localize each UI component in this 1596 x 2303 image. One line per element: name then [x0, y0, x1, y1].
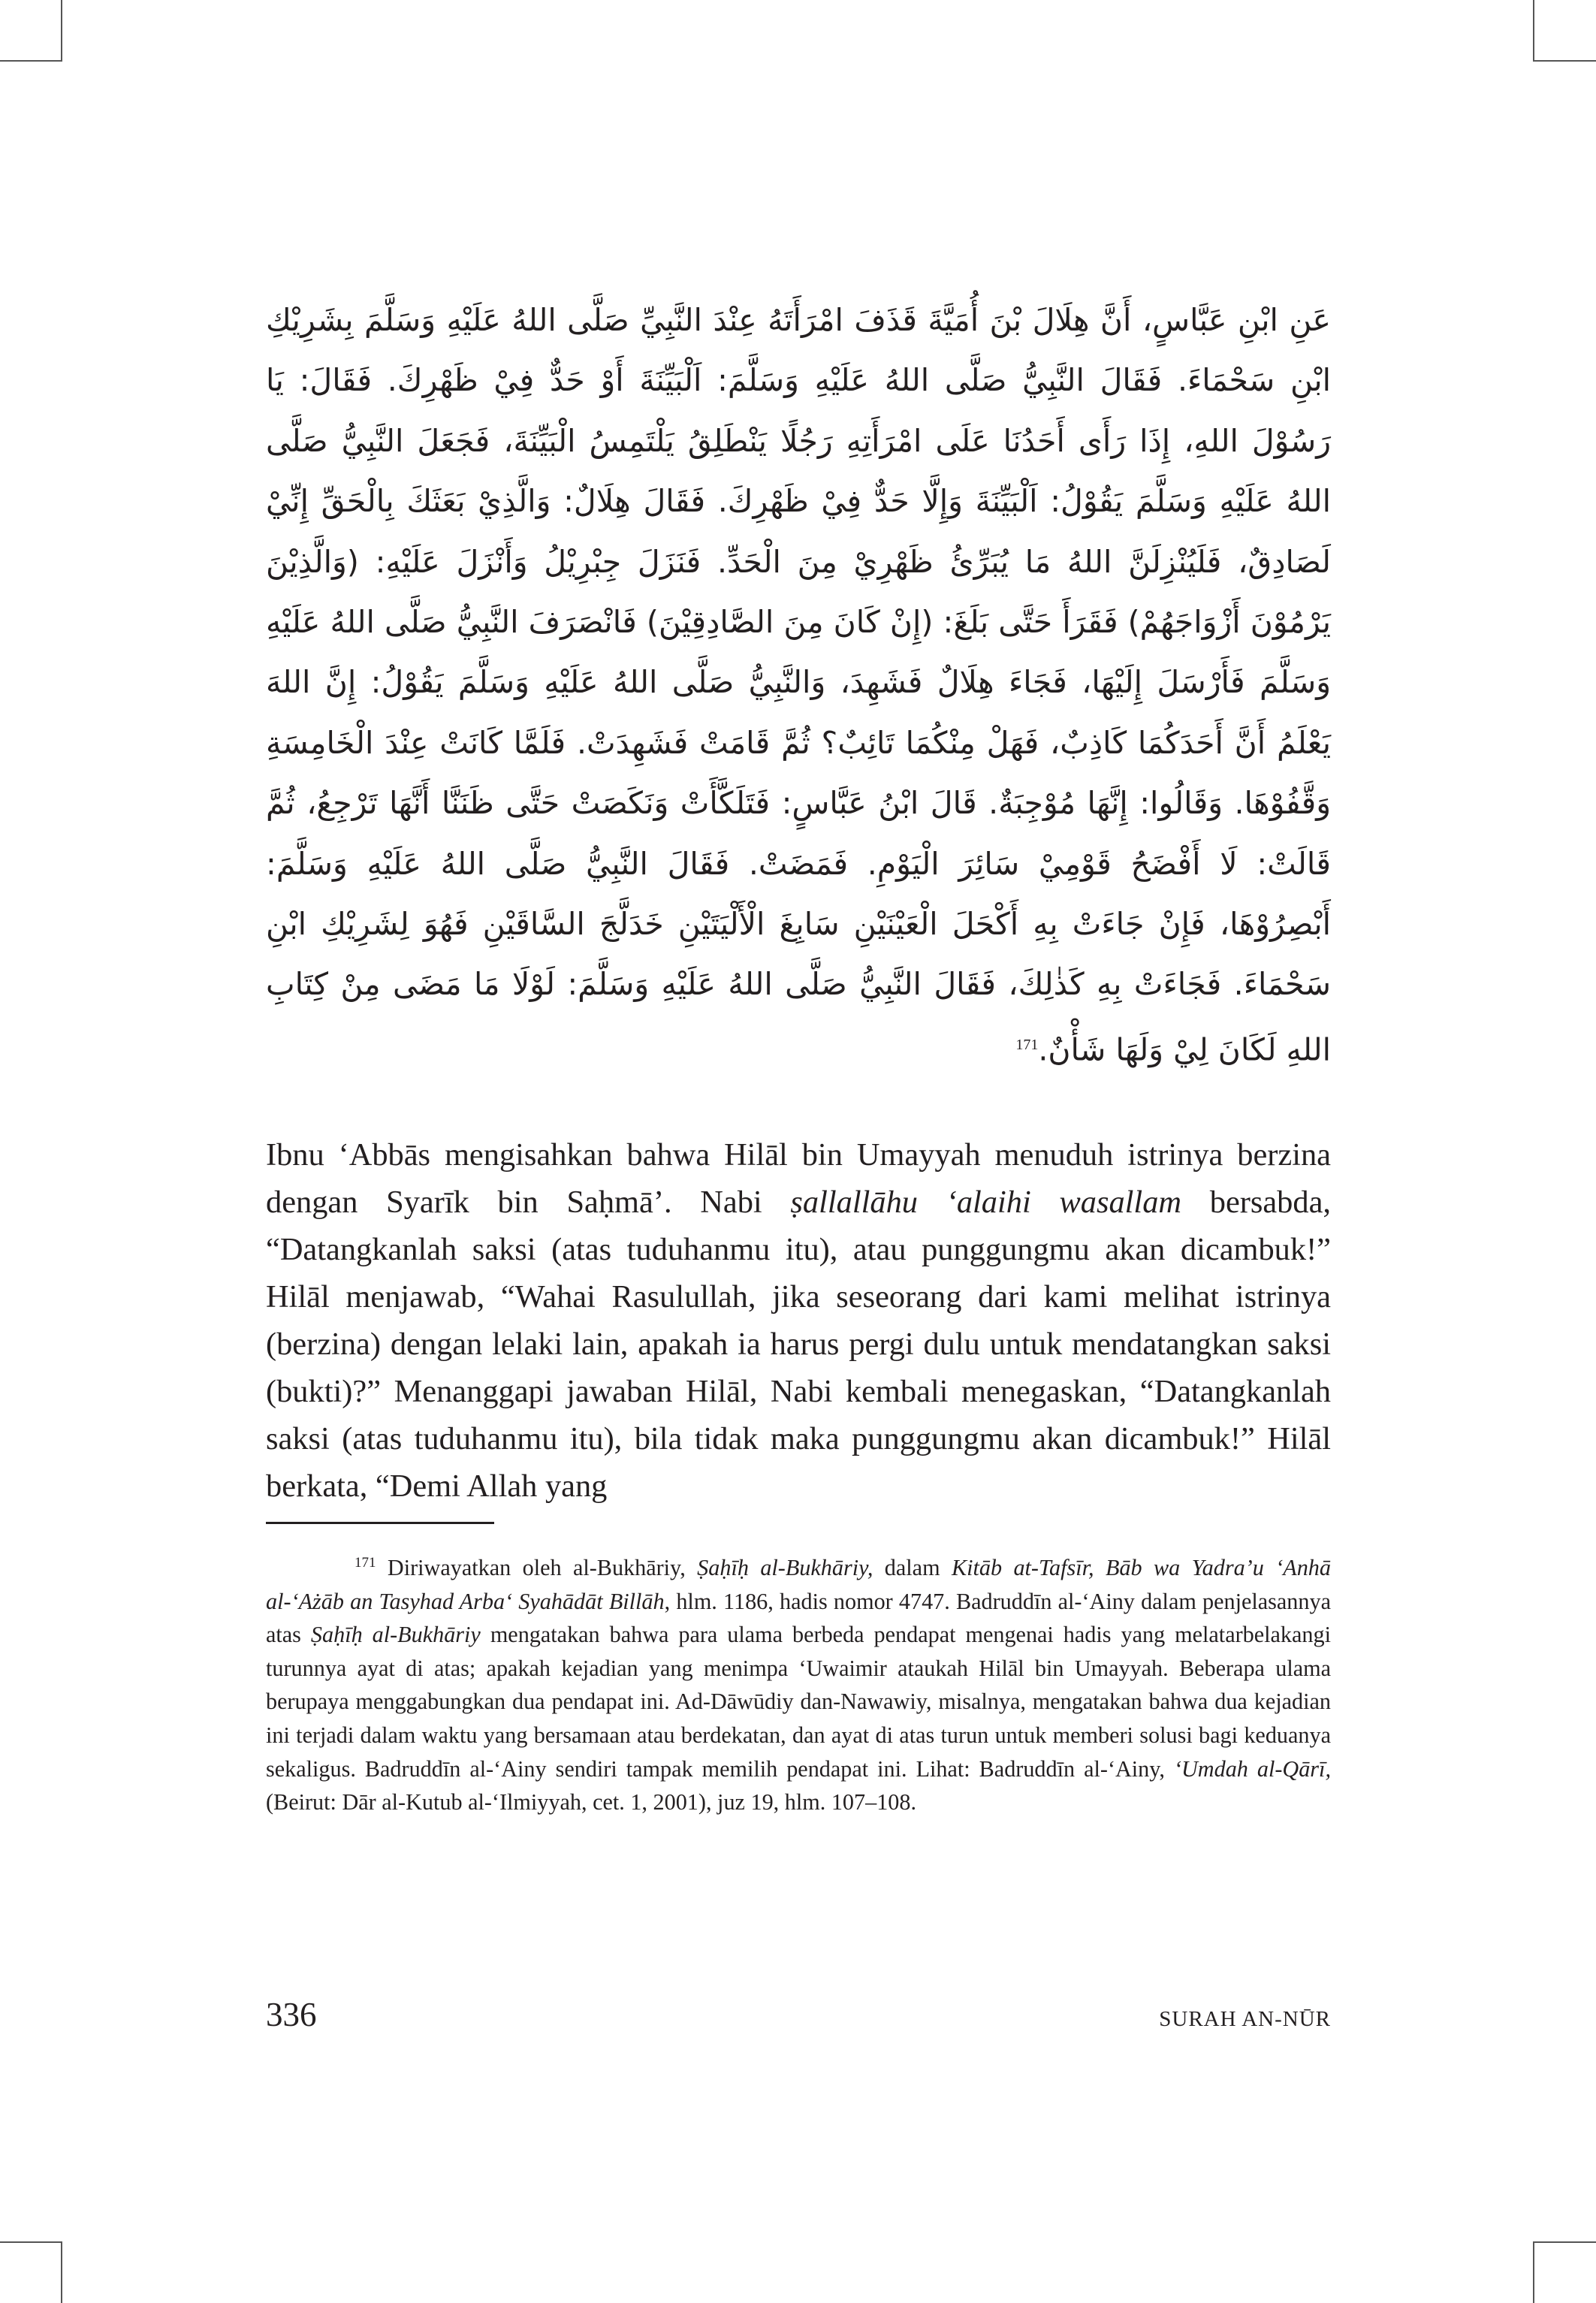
- page-body: [266, 290, 1331, 1819]
- crop-mark: [0, 60, 62, 62]
- translation-paragraph: [266, 1131, 1331, 1510]
- footnote-divider: [266, 1522, 494, 1524]
- footnote-italic-run: Ṣaḥīḥ al-Bukhāriy,: [697, 1555, 873, 1580]
- footnote-text-run: (Beirut: Dār al-Kutub al-‘Ilmiyyah, cet. 1, 2001), juz 19, hlm. 107–108.: [266, 1789, 917, 1816]
- footnote-italic-run: Ṣaḥīḥ al-Bukhāriy: [310, 1622, 481, 1648]
- running-footer: SURAH AN-NŪR: [1159, 2007, 1331, 2031]
- arabic-text: عَنِ ابْنِ عَبَّاسٍ، أَنَّ هِلَالَ بْنَ أُمَيَّةَ قَذَفَ امْرَأَتَهُ عِنْدَ النَّبِيِّ صَلَّى اللهُ عَلَيْهِ وَسَلَّمَ بِشَرِيْكِ ابْنِ سَحْمَاءَ. فَقَالَ النَّبِيُّ صَلَّى اللهُ عَلَيْهِ وَسَلَّمَ: اَلْبَيِّنَةَ أَوْ حَدٌّ فِيْ ظَهْرِكَ. فَقَالَ: يَا رَسُوْلَ اللهِ، إِذَا رَأَى أَحَدُنَا عَلَى امْرَأَتِهِ رَجُلًا يَنْطَلِقُ يَلْتَمِسُ الْبَيِّنَةَ، فَجَعَلَ النَّبِيُّ صَلَّى اللهُ عَلَيْهِ وَسَلَّمَ يَقُوْلُ: اَلْبَيِّنَةَ وَإِلَّا حَدٌّ فِيْ ظَهْرِكَ. فَقَالَ هِلَالٌ: وَالَّذِيْ بَعَثَكَ بِالْحَقِّ إِنِّيْ لَصَادِقٌ، فَلَيُنْزِلَنَّ اللهُ مَا يُبَرِّئُ ظَهْرِيْ مِنَ الْحَدِّ. فَنَزَلَ جِبْرِيْلُ وَأَنْزَلَ عَلَيْهِ: (وَالَّذِيْنَ يَرْمُوْنَ أَزْوَاجَهُمْ) فَقَرَأَ حَتَّى بَلَغَ: (إِنْ كَانَ مِنَ الصَّادِقِيْنَ) فَانْصَرَفَ النَّبِيُّ صَلَّى اللهُ عَلَيْهِ وَسَلَّمَ فَأَرْسَلَ إِلَيْهَا، فَجَاءَ هِلَالٌ فَشَهِدَ، وَالنَّبِيُّ صَلَّى اللهُ عَلَيْهِ وَسَلَّمَ يَقُوْلُ: إِنَّ اللهَ يَعْلَمُ أَنَّ أَحَدَكُمَا كَاذِبٌ، فَهَلْ مِنْكُمَا تَائِبٌ؟ ثُمَّ قَامَتْ فَشَهِدَتْ. فَلَمَّا كَانَتْ عِنْدَ الْخَامِسَةِ وَقَّفُوْهَا. وَقَالُوا: إِنَّهَا مُوْجِبَةٌ. قَالَ ابْنُ عَبَّاسٍ: فَتَلَكَّأَتْ وَنَكَصَتْ حَتَّى ظَنَنَّا أَنَّهَا تَرْجِعُ، ثُمَّ قَالَتْ: لَا أَفْضَحُ قَوْمِيْ سَائِرَ الْيَوْمِ. فَمَضَتْ. فَقَالَ النَّبِيُّ صَلَّى اللهُ عَلَيْهِ وَسَلَّمَ: أَبْصِرُوْهَا، فَإِنْ جَاءَتْ بِهِ أَكْحَلَ الْعَيْنَيْنِ سَابِغَ الْأَلْيَتَيْنِ خَدَلَّجَ السَّاقَيْنِ فَهُوَ لِشَرِيْكِ ابْنِ سَحْمَاءَ. فَجَاءَتْ بِهِ كَذٰلِكَ، فَقَالَ النَّبِيُّ صَلَّى اللهُ عَلَيْهِ وَسَلَّمَ: لَوْلَا مَا مَضَى مِنْ كِتَابِ اللهِ لَكَانَ لِيْ وَلَهَا شَأْنٌ.: [266, 302, 1331, 1068]
- footnote-text-run: dalam: [873, 1555, 952, 1580]
- footnote-text-run: mengatakan bahwa para ulama berbeda pendapat mengenai hadis yang melatarbelakangi turunnya ayat di atas; apakah kejadian yang menimpa ‘Uwaimir ataukah Hilāl bin Umayyah. Beberapa ulama berupaya menggabungkan dua pendapat ini. Ad-Dāwūdiy dan-Nawawiy, misalnya, mengatakan bahwa dua kejadian ini terjadi dalam waktu yang bersamaan atau berdekatan, dan ayat di atas turun untuk memberi solusi bagi keduanya sekaligus. Badruddīn al-‘Ainy sendiri tampak memilih pendapat ini. Lihat: Badruddīn al-‘Ainy,: [266, 1622, 1331, 1782]
- footnote-text: [266, 1555, 1331, 1815]
- crop-mark: [0, 2241, 62, 2243]
- crop-mark: [61, 2241, 62, 2303]
- crop-mark: [1533, 60, 1596, 62]
- crop-mark: [61, 0, 62, 62]
- footnote-number: 171: [354, 1554, 376, 1571]
- translation-text-run: Ibnu ‘Abbās mengisahkan bahwa Hilāl bin Umayyah menuduh istrinya berzina dengan Syarīk bin Saḥmā’. Nabi: [266, 1136, 1331, 1220]
- crop-mark: [1533, 2241, 1596, 2243]
- arabic-hadith: [266, 290, 1331, 1080]
- page-number: 336: [266, 1996, 317, 2033]
- crop-mark: [1533, 2241, 1534, 2303]
- footnote-text-run: , hlm. 1186, hadis nomor 4747. Badruddīn al-‘Ainy dalam penjelasannya atas: [266, 1588, 1331, 1648]
- footnote-reference: 171: [1015, 1036, 1039, 1053]
- crop-mark: [1533, 0, 1534, 62]
- footnote-text-run: Diriwayatkan oleh al-Bukhāriy,: [376, 1555, 698, 1580]
- translation-text-run: bersabda, “Datangkanlah saksi (atas tuduhanmu itu), atau punggungmu akan dicambuk!” Hilāl menjawab, “Wahai Rasulullah, jika seseorang dari kami melihat istrinya (berzina) dengan lelaki lain, apakah ia harus pergi dulu untuk mendatangkan saksi (bukti)?” Menanggapi jawaban Hilāl, Nabi kembali menegaskan, “Datangkanlah saksi (atas tuduhanmu itu), bila tidak maka punggungmu akan dicambuk!” Hilāl berkata, “Demi Allah yang: [266, 1184, 1331, 1504]
- translation-italic-run: ṣallallāhu ‘alaihi wasallam: [790, 1184, 1182, 1220]
- footnote: [266, 1547, 1331, 1819]
- footnote-italic-run: ‘Umdah al-Qārī,: [1173, 1755, 1331, 1782]
- footnote-italic-run: Kitāb at-Tafsīr, Bāb wa Yadra’u ‘Anhā al-‘Ażāb an Tasyhad Arba‘ Syahādāt Billāh: [266, 1555, 1331, 1614]
